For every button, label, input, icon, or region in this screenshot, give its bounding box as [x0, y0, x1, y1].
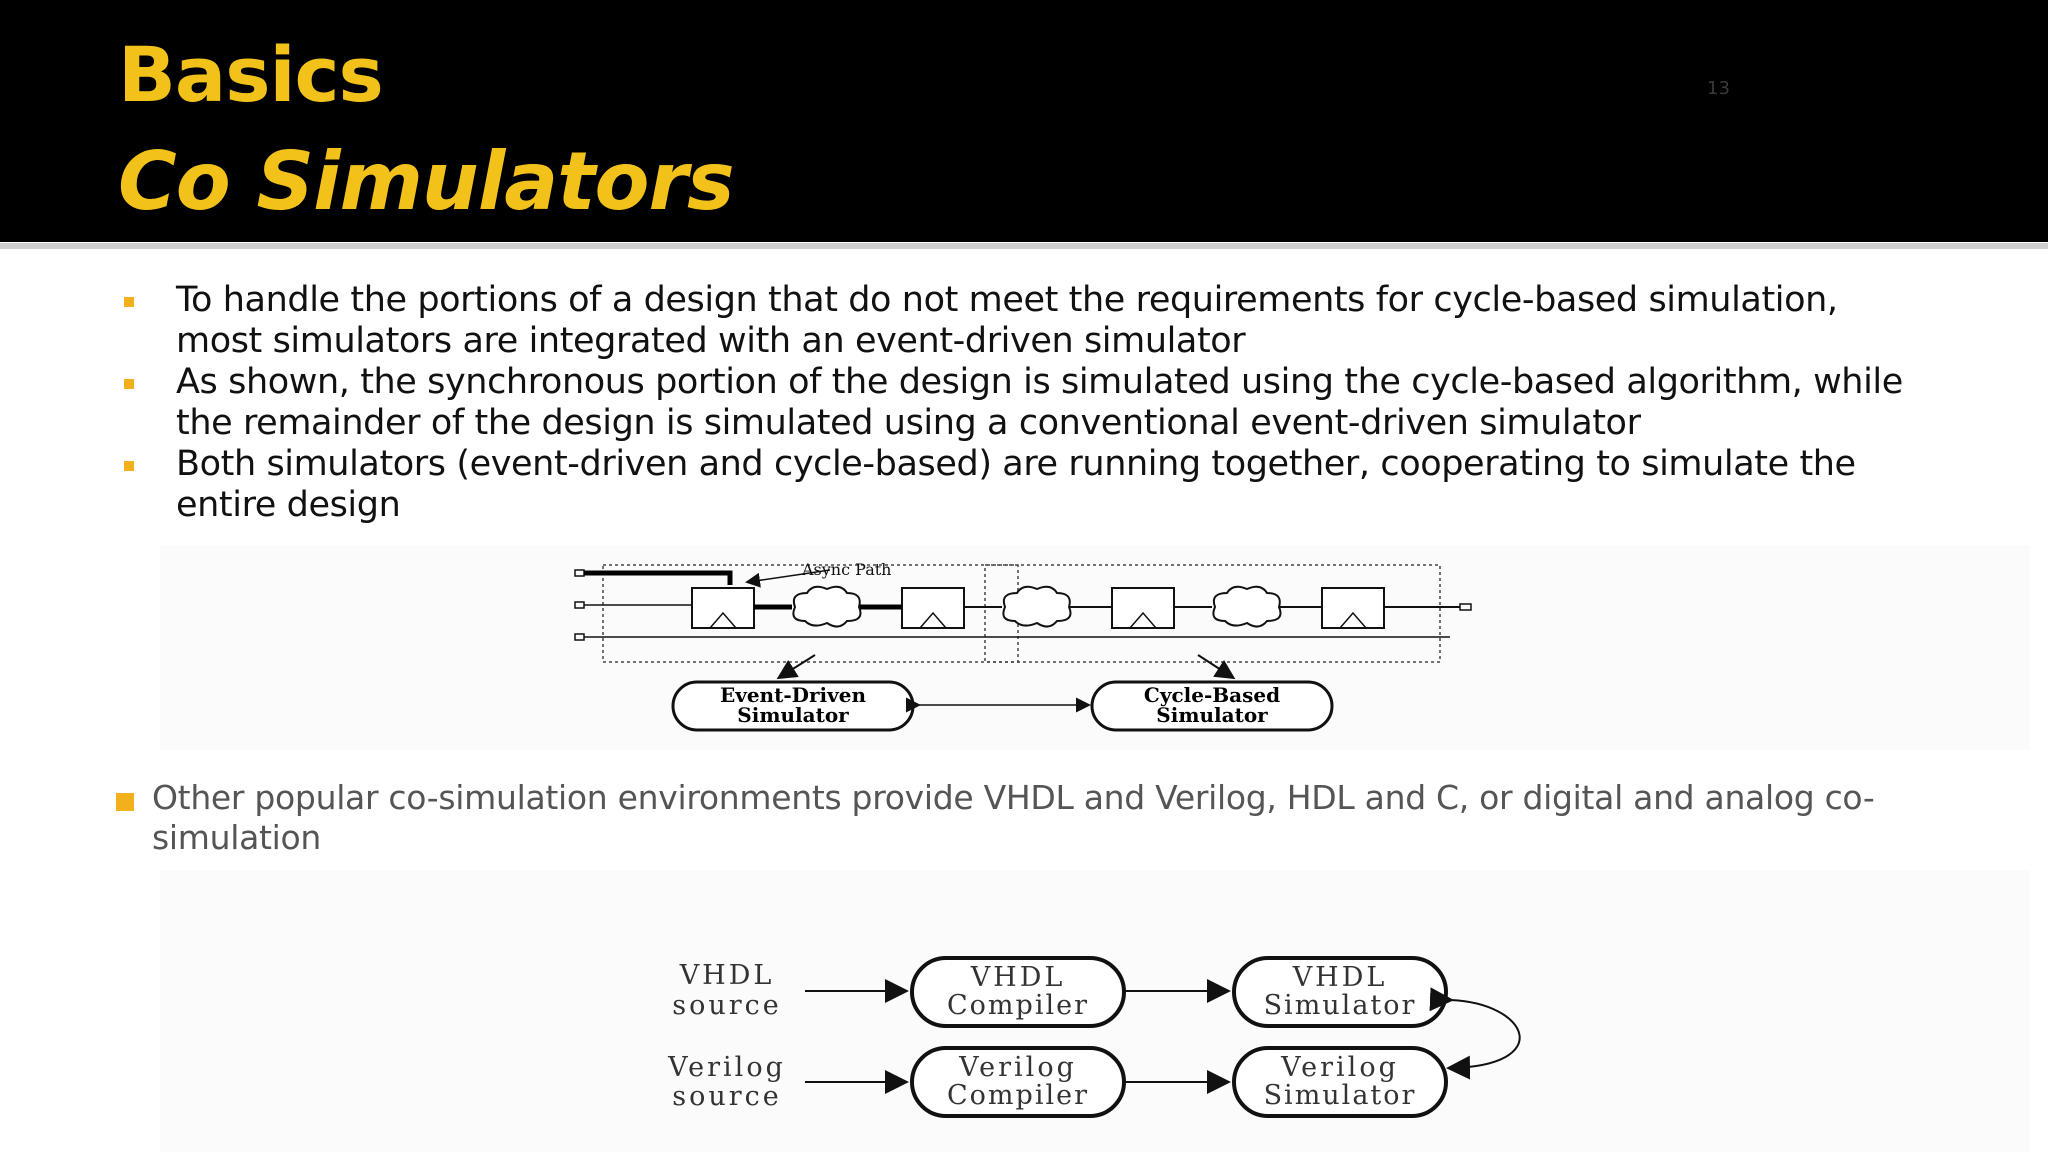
verilog-simulator-label: Verilog	[1281, 1052, 1399, 1083]
bullet-line: simulation	[152, 818, 322, 857]
bullet-line: As shown, the synchronous portion of the design is simulated using the cycle-based algorithm, while	[176, 362, 1903, 402]
async-path-line	[584, 573, 730, 585]
cloud-logic-1	[793, 587, 860, 627]
bullet-line: Both simulators (event-driven and cycle-based) are running together, cooperating to simulate the	[176, 444, 1856, 484]
slide-title: Basics	[118, 30, 383, 119]
verilog-simulator-label: Simulator	[1263, 1080, 1417, 1111]
input-port	[575, 570, 584, 576]
input-port	[575, 602, 584, 608]
simulator-coupling-arc	[1450, 1000, 1520, 1068]
vhdl-verilog-flow-diagram	[650, 948, 1570, 1128]
cloud-logic-3	[1213, 587, 1280, 627]
flip-flop-4	[1322, 588, 1384, 628]
verilog-source-label: Verilog	[668, 1052, 786, 1083]
slide-number: 13	[1707, 78, 1730, 99]
bullet-marker	[116, 793, 134, 811]
vhdl-compiler-label: VHDL	[970, 962, 1066, 993]
bullet-text-4	[152, 778, 2012, 858]
verilog-simulator-node	[1234, 1048, 1446, 1116]
event-driven-simulator-node	[673, 682, 913, 730]
verilog-compiler-label: Compiler	[947, 1080, 1089, 1111]
title-divider	[0, 243, 2048, 249]
bullet-line: most simulators are integrated with an event-driven simulator	[176, 321, 1246, 361]
vhdl-source-label: source	[672, 990, 782, 1021]
cycle-based-label: Cycle-Based	[1143, 683, 1281, 707]
vhdl-simulator-label: VHDL	[1292, 962, 1388, 993]
async-path-label: Async Path	[802, 560, 892, 579]
flip-flop-3	[1112, 588, 1174, 628]
bullet-line: To handle the portions of a design that do not meet the requirements for cycle-based simulation,	[176, 280, 1838, 320]
verilog-compiler-node	[912, 1048, 1124, 1116]
bullet-line: the remainder of the design is simulated using a conventional event-driven simulator	[176, 403, 1641, 443]
bullet-text-3	[176, 444, 1976, 526]
input-port	[575, 634, 584, 640]
bullet-marker	[124, 461, 134, 471]
cosimulation-diagram	[570, 555, 1480, 750]
vhdl-compiler-node	[912, 958, 1124, 1026]
flip-flop-1	[692, 588, 754, 628]
vhdl-simulator-label: Simulator	[1263, 990, 1417, 1021]
cycle-based-simulator-node	[1092, 682, 1332, 730]
verilog-compiler-label: Verilog	[959, 1052, 1077, 1083]
bullet-text-1	[176, 280, 1976, 362]
slide-subtitle: Co Simulators	[118, 135, 734, 228]
output-port	[1460, 604, 1471, 610]
bullet-marker	[124, 379, 134, 389]
bullet-line: Other popular co-simulation environments provide VHDL and Verilog, HDL and C, or digital and analog co-	[152, 778, 1875, 817]
bullet-text-2	[176, 362, 1976, 444]
bullet-marker	[124, 297, 134, 307]
bullet-line: entire design	[176, 485, 401, 525]
cloud-logic-2	[1003, 587, 1070, 627]
cycle-based-label: Simulator	[1156, 703, 1268, 727]
vhdl-source-label: VHDL	[679, 960, 775, 991]
vhdl-compiler-label: Compiler	[947, 990, 1089, 1021]
event-driven-label: Simulator	[737, 703, 849, 727]
flip-flop-2	[902, 588, 964, 628]
verilog-source-label: source	[672, 1081, 782, 1112]
vhdl-simulator-node	[1234, 958, 1446, 1026]
event-driven-label: Event-Driven	[719, 683, 867, 707]
